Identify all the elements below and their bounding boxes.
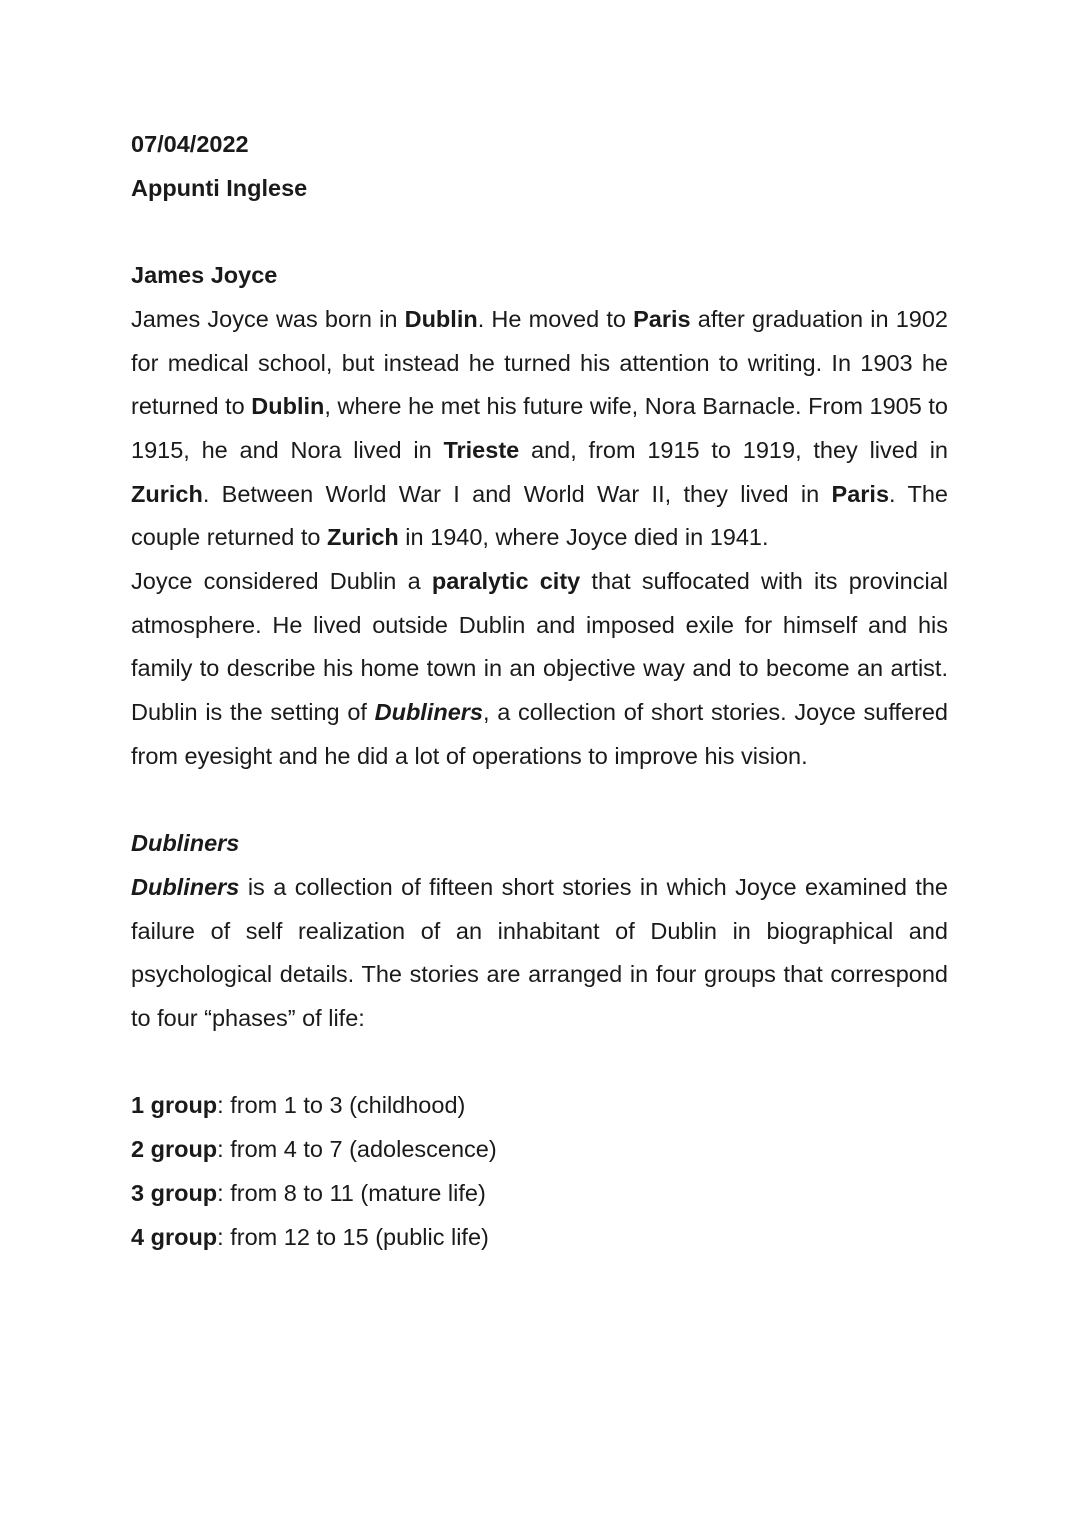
paragraph-biography: James Joyce was born in Dublin. He moved to Paris after graduation in 1902 for medical school, but instead he turned his attention to writing. In 1903 he returned to Dublin, where he met his future wife, Nora Barnacle. From 1905 to 1915, he and Nora lived in Trieste and, from 1915 to 1919, they lived in Zurich. Between World War I and World War II, they lived in Paris. The couple returned to Zurich in 1940, where Joyce died in 1941. bbox=[131, 305, 949, 551]
spacer bbox=[131, 779, 948, 823]
paragraph-dublin: Joyce considered Dublin a paralytic city that suffocated with its provincial atmosphere. He lived outside Dublin and imposed exile for himself and his family to describe his home town in an objective way and to become an artist. Dublin is the setting of Dubliners, a collection of short stories. Joyce suffered from eyesight and he did a lot of operations to improve his vision. bbox=[131, 568, 948, 769]
group-label: 3 group bbox=[131, 1179, 218, 1206]
emphasis-term: Trieste bbox=[443, 436, 520, 463]
spacer bbox=[131, 210, 948, 254]
list-item bbox=[131, 1216, 948, 1260]
document-page bbox=[131, 123, 948, 1259]
group-text: : from 12 to 15 (public life) bbox=[217, 1223, 489, 1250]
group-text: : from 4 to 7 (adolescence) bbox=[217, 1136, 497, 1163]
spacer bbox=[131, 1041, 948, 1085]
note-date: 07/04/2022 bbox=[131, 131, 249, 157]
group-text: : from 8 to 11 (mature life) bbox=[217, 1179, 486, 1206]
list-item bbox=[131, 1172, 948, 1216]
emphasis-term: paralytic city bbox=[431, 568, 581, 595]
group-label: 4 group bbox=[131, 1223, 218, 1250]
emphasis-term: Paris bbox=[831, 480, 890, 507]
emphasis-title: Dubliners bbox=[131, 873, 240, 900]
emphasis-term: Dublin bbox=[404, 305, 478, 332]
section-heading-dubliners: Dubliners bbox=[131, 830, 240, 857]
emphasis-term: Paris bbox=[633, 305, 691, 332]
emphasis-term: Zurich bbox=[326, 524, 399, 551]
emphasis-term: Zurich bbox=[131, 480, 203, 507]
paragraph-dubliners: Dubliners is a collection of fifteen short stories in which Joyce examined the failure of self realization of an inhabitant of Dublin in biographical and psychological details. The stories are arranged in four groups that correspond to four “phases” of life: bbox=[131, 873, 948, 1032]
list-item bbox=[131, 1128, 948, 1172]
group-text: : from 1 to 3 (childhood) bbox=[217, 1092, 466, 1119]
group-label: 1 group bbox=[131, 1092, 218, 1119]
emphasis-title: Dubliners bbox=[374, 699, 484, 726]
group-label: 2 group bbox=[131, 1136, 218, 1163]
section-heading-james-joyce: James Joyce bbox=[131, 262, 278, 289]
note-title: Appunti Inglese bbox=[131, 174, 308, 201]
groups-list bbox=[131, 1084, 948, 1259]
list-item bbox=[131, 1084, 948, 1128]
emphasis-term: Dublin bbox=[251, 393, 325, 420]
